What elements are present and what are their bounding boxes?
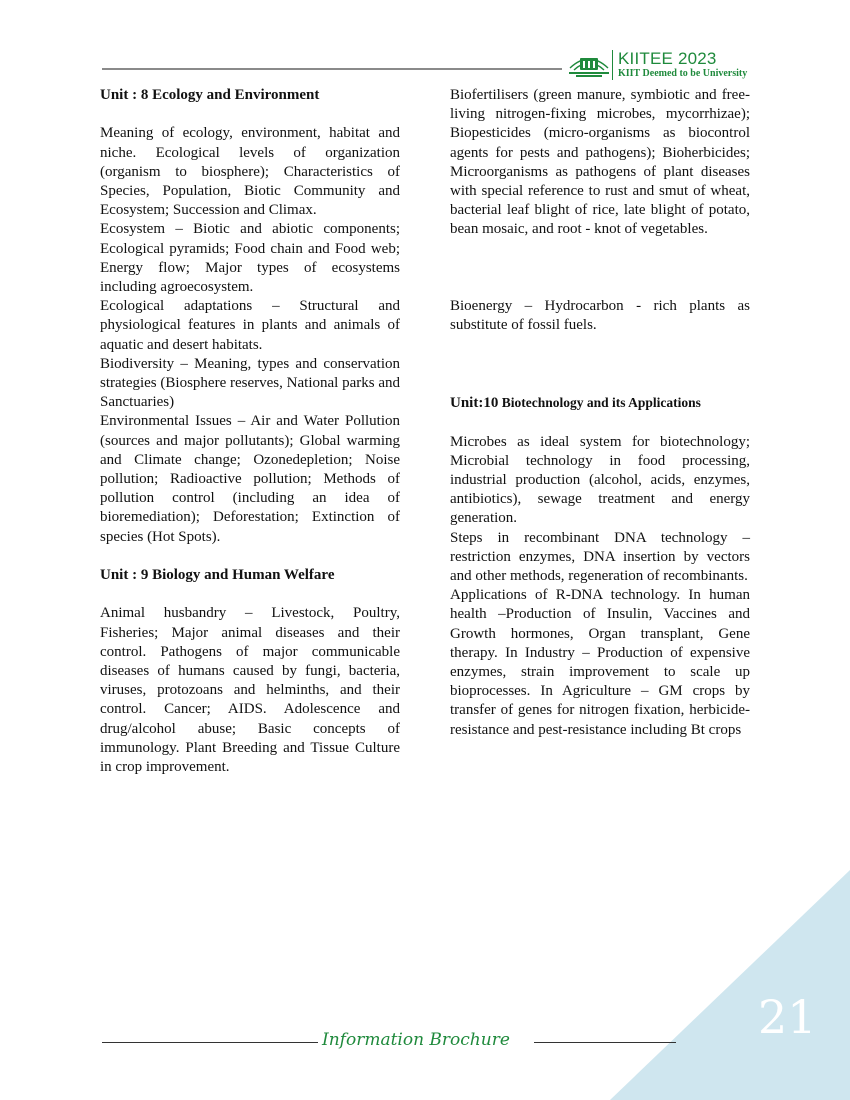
unit8-paragraph: Environmental Issues – Air and Water Pollution (sources and major pollutants); Global warming and Climate change; Ozonedepletion; Noise pollution; Radioactive pollution; Methods of pollution control (including an idea of bioremediation); Deforestation; Extinction of species (Hot Spots). (100, 413, 400, 545)
unit10-heading (450, 393, 750, 413)
brand-block (618, 49, 747, 80)
footer-text: Information Brochure (322, 1030, 510, 1050)
right-column (450, 86, 750, 740)
unit9-paragraph: Animal husbandry – Livestock, Poultry, Fisheries; Major animal diseases and their control. Pathogens of major communicable diseases of humans caused by fungi, bacteria, viruses, protozoans and helminths, and their control. Cancer; AIDS. Adolescence and drug/alcohol abuse; Basic concepts of immunology. Plant Breeding and Tissue Culture in crop improvement. (100, 605, 400, 776)
kiit-logo-icon (564, 48, 614, 82)
header-rule (102, 68, 562, 70)
corner-triangle-decoration (610, 870, 850, 1100)
unit8-paragraph: Ecological adaptations – Structural and physiological features in plants and animals of aquatic and desert habitats. (100, 298, 400, 353)
brand-divider (612, 50, 613, 80)
unit10-paragraph: Steps in recombinant DNA technology – restriction enzymes, DNA insertion by vectors and other methods, regeneration of recombinants. (450, 529, 750, 585)
left-column (100, 86, 400, 777)
unit8-paragraph: Ecosystem – Biotic and abiotic components; Ecological pyramids; Food chain and Food web; Energy flow; Major types of ecosystems including agroecosystem. (100, 221, 400, 296)
brand-title: KIITEE 2023 (618, 49, 717, 68)
unit10-heading-prefix: Unit:10 (450, 395, 499, 412)
unit9-heading: Unit : 9 Biology and Human Welfare (100, 567, 335, 584)
bioenergy-paragraph: Bioenergy – Hydrocarbon - rich plants as substitute of fossil fuels. (450, 298, 750, 334)
unit10-paragraph: Microbes as ideal system for biotechnology; Microbial technology in food processing, industrial production (alcohol, acids, enzymes, antibiotics), sewage treatment and energy generation. (450, 433, 750, 527)
biofertilisers-paragraph: Biofertilisers (green manure, symbiotic and free-living nitrogen-fixing microbes, mycorrhizae); Biopesticides (micro-organisms as biocontrol agents for pests and pathogens); Bioherbicides; Microorganisms as pathogens of plant diseases with special reference to rust and smut of wheat, bacterial leaf blight of rice, late blight of potato, bean mosaic, and root - knot of vegetables. (450, 87, 750, 238)
footer-rule-left (102, 1042, 318, 1043)
brand-subtitle: KIIT Deemed to be University (618, 68, 748, 79)
unit10-heading-title: Biotechnology and its Applications (498, 395, 701, 411)
page-number: 21 (758, 990, 817, 1044)
unit8-paragraph: Meaning of ecology, environment, habitat and niche. Ecological levels of organization (organism to biosphere); Characteristics of Species, Population, Biotic Community and Ecosystem; Succession and Climax. (100, 125, 400, 219)
unit8-paragraph: Biodiversity – Meaning, types and conservation strategies (Biosphere reserves, National parks and Sanctuaries) (100, 355, 400, 411)
footer-rule-right (534, 1042, 676, 1043)
unit8-heading: Unit : 8 Ecology and Environment (100, 87, 320, 103)
unit10-paragraph: Applications of R-DNA technology. In human health –Production of Insulin, Vaccines and Growth hormones, Organ transplant, Gene therapy. In Industry – Production of expensive enzymes, strain improvement to scale up bioprocesses. In Agriculture – GM crops by transfer of genes for nitrogen fixation, herbicide-resistance and pest-resistance including Bt crops (450, 587, 750, 738)
